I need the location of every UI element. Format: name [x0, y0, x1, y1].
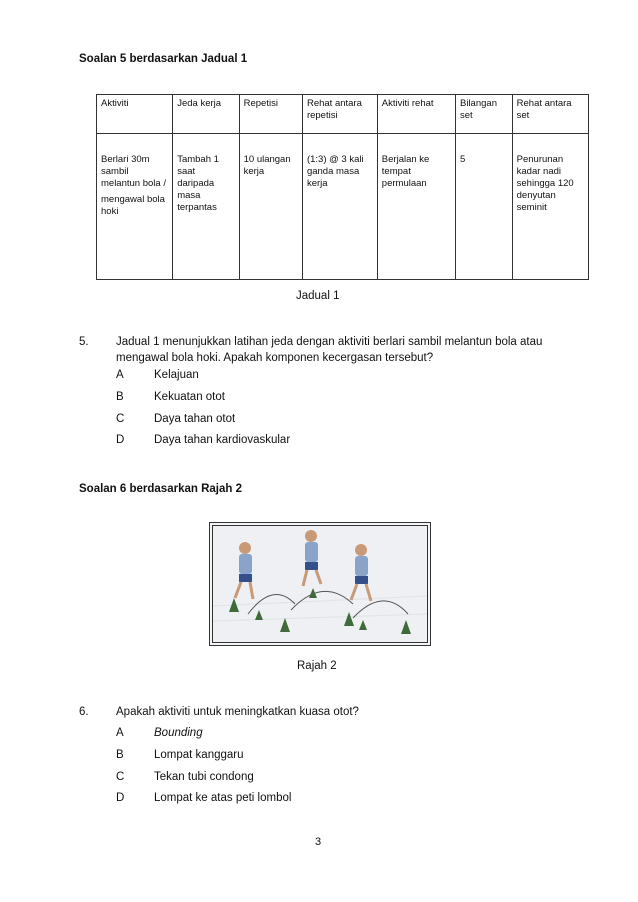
question-number: 5. [79, 336, 89, 348]
jadual-1-caption: Jadual 1 [296, 290, 340, 302]
jadual-1-table [96, 94, 589, 280]
table-header-cell: Repetisi [239, 95, 302, 134]
option-letter: D [116, 434, 125, 446]
option-text: Daya tahan otot [154, 413, 236, 425]
table-header-cell: Jeda kerja [173, 95, 239, 134]
cell-line: Berlari 30m sambil melantun bola / [101, 154, 166, 189]
table-cell: Penurunan kadar nadi sehingga 120 denyutan seminit [512, 134, 588, 280]
option-text: Kelajuan [154, 369, 199, 381]
section5-heading: Soalan 5 berdasarkan Jadual 1 [79, 53, 248, 65]
option-text: Daya tahan kardiovaskular [154, 434, 291, 446]
option-letter: B [116, 749, 124, 761]
table-header-cell: Bilangan set [456, 95, 513, 134]
table-header-row [97, 95, 589, 134]
question-text-line: Apakah aktiviti untuk meningkatkan kuasa otot? [116, 706, 359, 718]
page-number: 3 [315, 836, 322, 848]
section6-heading: Soalan 6 berdasarkan Rajah 2 [79, 483, 242, 495]
bounding-illustration [213, 526, 427, 642]
table-header-cell: Rehat antara set [512, 95, 588, 134]
question-number: 6. [79, 706, 89, 718]
table-cell: 10 ulangan kerja [239, 134, 302, 280]
option-letter: C [116, 771, 125, 783]
table-header-cell: Aktiviti [97, 95, 173, 134]
table-header-cell: Aktiviti rehat [377, 95, 455, 134]
option-letter: A [116, 369, 124, 381]
option-letter: D [116, 792, 125, 804]
table-row [97, 134, 589, 280]
question-text-line: Jadual 1 menunjukkan latihan jeda dengan aktiviti berlari sambil melantun bola atau [116, 336, 543, 348]
table-cell: 5 [456, 134, 513, 280]
option-letter: C [116, 413, 125, 425]
option-letter: A [116, 727, 124, 739]
rajah-2-caption: Rajah 2 [297, 660, 337, 672]
table-cell: Tambah 1 saat daripada masa terpantas [173, 134, 239, 280]
option-text: Lompat kanggaru [154, 749, 244, 761]
table-cell [97, 134, 173, 280]
table-header-cell: Rehat antara repetisi [302, 95, 377, 134]
option-letter: B [116, 391, 124, 403]
question-text-line: mengawal bola hoki. Apakah komponen kecergasan tersebut? [116, 352, 434, 364]
option-text: Lompat ke atas peti lombol [154, 792, 292, 804]
cell-line: mengawal bola hoki [101, 194, 165, 217]
rajah-2-figure [209, 522, 431, 646]
option-text: Tekan tubi condong [154, 771, 254, 783]
option-text: Bounding [154, 727, 203, 739]
table-cell: Berjalan ke tempat permulaan [377, 134, 455, 280]
table-cell: (1:3) @ 3 kali ganda masa kerja [302, 134, 377, 280]
option-text: Kekuatan otot [154, 391, 225, 403]
